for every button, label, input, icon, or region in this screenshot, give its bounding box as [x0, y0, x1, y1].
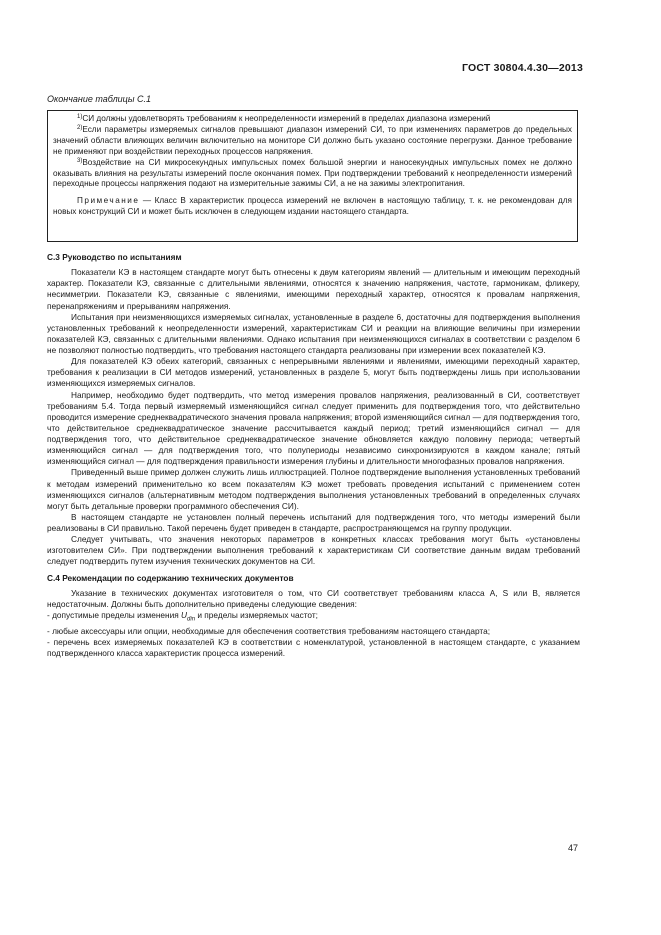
- footnote-3-text: Воздействие на СИ микросекундных импульсных помех большой энергии и наносекундных импульсных помех не должно оказывать влияния на результаты измерений после окончания помех. При подтверждении требований к неопределенности измерений переходные процессы напряжения подают на измерительные зажимы СИ, а не на зажимы электропитания.: [53, 157, 572, 189]
- c3-paragraph-6: В настоящем стандарте не установлен полный перечень испытаний для подтверждения того, что методы измерений были реализованы в СИ правильно. Такой перечень будет приведен в стандарте, распространяющемся на группу продукции.: [47, 511, 580, 533]
- footnote-2-text: Если параметры измеряемых сигналов превышают диапазон измерений СИ, то при изменениях параметров до предельных значений области влияющих величин включительно на мониторе СИ должно быть указано состояние перегрузки. Данное требование не применяют при воздействии переходных процессов напряжения.: [53, 124, 572, 156]
- footnote-mark-2: 2): [77, 124, 83, 131]
- c4-bullet-3: - перечень всех измеряемых показателей КЭ в соответствии с номенклатурой, установленной в настоящем стандарте, с указанием подтвержденного класса характеристик процесса измерений.: [47, 636, 580, 658]
- footnote-mark-1: 1): [77, 114, 83, 120]
- table-footnote-2: [53, 125, 572, 158]
- c4-bullet-2: - любые аксессуары или опции, необходимые для обеспечения соответствия требованиям настоящего стандарта;: [47, 625, 491, 636]
- c3-paragraph-1: Показатели КЭ в настоящем стандарте могут быть отнесены к двум категориям явлений — длительным и имеющим переходный характер. Показатели КЭ, связанные с длительными явлениями, относятся к значению напряжения, частоте, гармоникам, фликеру, несимметрии. Показатели КЭ, связанные с явлениями, имеющими переходный характер, относятся к провалам напряжения, перенапряжениям и прерываниям напряжения.: [47, 267, 580, 311]
- u-din-subscript: din: [187, 616, 196, 623]
- main-text: [47, 252, 580, 659]
- document-id: ГОСТ 30804.4.30—2013: [461, 62, 583, 74]
- c4-paragraph-1: Указание в технических документах изготовителя о том, что СИ соответствует требованиям класса А, S или В, является недостаточным. Должны быть дополнительно приведены следующие сведения:: [47, 587, 580, 609]
- section-c3-heading: С.3 Руководство по испытаниям: [47, 252, 182, 262]
- remark-text: — Класс В характеристик процесса измерений не включен в настоящую таблицу, т. к. не рекомендован для новых конструкций СИ и может быть исключен в следующем издании настоящего стандарта.: [53, 196, 572, 217]
- c4-bullet-1: [47, 610, 580, 626]
- section-c4-heading: С.4 Рекомендации по содержанию технических документов: [47, 572, 294, 583]
- table-footnote-3: [53, 158, 572, 191]
- u-din-symbol: $U_{din}$: [181, 609, 196, 623]
- c3-paragraph-4: Например, необходимо будет подтвердить, что метод измерения провалов напряжения, реализованный в СИ, соответствует требованиям 5.4. Тогда первый измеряемый изменяющийся сигнал следует применить для подтверждения того, что действительно проводится измерение среднеквадратического значения провала напряжения; второй изменяющийся сигнал — для подтверждения того, что действительное среднеквадратическое значение рассчитывается каждый период; третий изменяющийся сигнал — для подтверждения того, что действительное среднеквадратическое значение обновляется каждую половину периода; четвертый изменяющийся сигнал — для подтверждения того, что полупериоды независимо синхронизируются в каждом канале; пятый изменяющийся сигнал — для подтверждения правильности измерения глубины и длительности многофазных провалов напряжения.: [47, 389, 580, 467]
- c3-paragraph-3: Для показателей КЭ обеих категорий, связанных с непрерывными явлениями и явлениями, имеющими переходный характер, требования к реализации в СИ методов измерений, установленных в разделе 5, могут быть подтверждены лишь при использовании изменяющихся измеряемых сигналов.: [47, 356, 580, 389]
- footnote-1-text: СИ должны удовлетворять требованиям к неопределенности измерений в пределах диапазона измерений: [82, 114, 491, 123]
- page-number: 47: [568, 843, 579, 853]
- c3-paragraph-7: Следует учитывать, что значения некоторых параметров в конкретных классах требования могут быть «установлены изготовителем СИ». При подтверждении выполнения требований к характеристикам СИ соответствие данным видам требований следует подтвердить путем изучения технических документов на СИ.: [47, 534, 580, 567]
- c4-bullet-1-post: и пределы измеряемых частот;: [195, 609, 318, 620]
- table-continuation-caption: Окончание таблицы С.1: [47, 94, 151, 104]
- footnote-mark-3: 3): [77, 157, 83, 164]
- c3-paragraph-2: Испытания при неизменяющихся измеряемых сигналах, установленные в разделе 6, достаточны для подтверждения выполнения установленных требований к неопределенности измерений, характеристикам СИ и реакции на влияющие величины при измерении показателей КЭ, связанных с длительными явлениями. Однако испытания при неизменяющихся сигналах в соответствии с разделом 6 не позволяют полностью подтвердить, что требования настоящего стандарта реализованы при измерении всех показателей КЭ.: [47, 311, 580, 355]
- table-notes-box: [47, 110, 578, 242]
- c3-paragraph-5: Приведенный выше пример должен служить лишь иллюстрацией. Полное подтверждение выполнения установленных требований к методам измерений применительно ко всем показателям КЭ может требовать проведения испытаний с применением сотен изменяющихся сигналов (альтернативным методом подтверждения выполнения установленных требований в определенных случаях могут быть детальные проверки программного обеспечения СИ).: [47, 467, 580, 511]
- remark-label: Примечание: [77, 196, 140, 206]
- c4-bullet-1-pre: - допустимые пределы изменения: [47, 609, 182, 620]
- table-footnote-1: [53, 114, 572, 125]
- table-remark: [53, 196, 572, 218]
